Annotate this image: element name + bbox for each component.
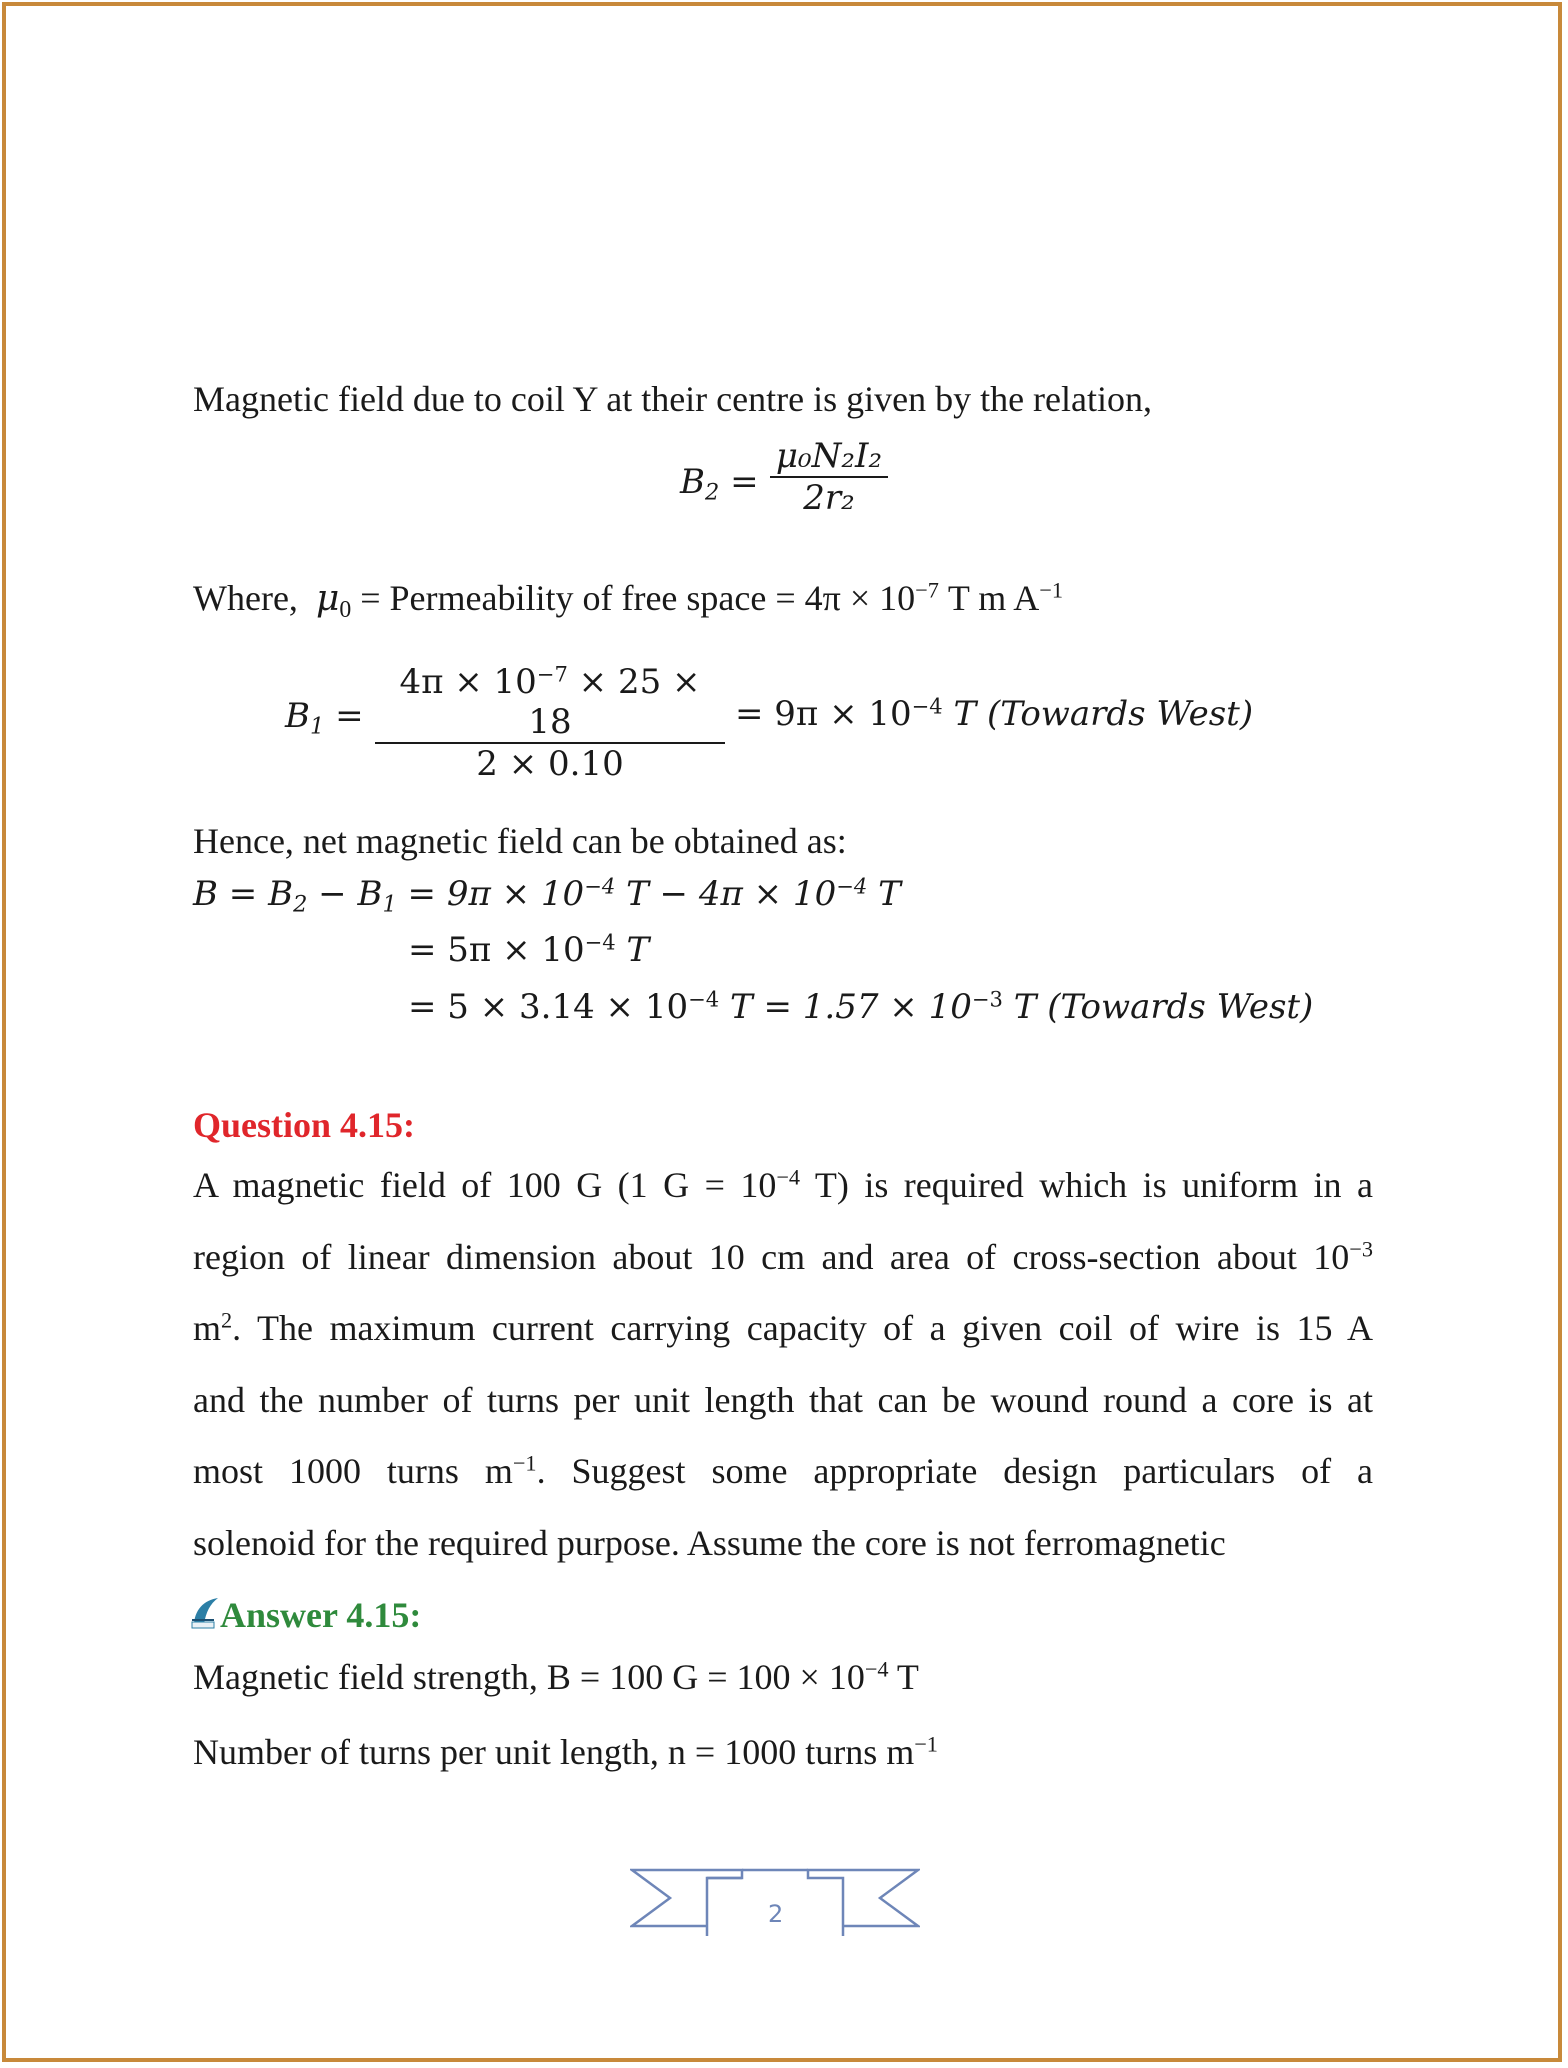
b1-numerator: $4\pi \times 10^{-7} \times 25 \times 18$ [399, 661, 701, 742]
where-line: Where, $\mu_0$ = Permeability of free space = $4\pi \times 10^{-7}$ T m $A^{-1}$ [193, 577, 1063, 624]
answer-line-1: Magnetic field strength, B = 100 $G = 100 \times 10^{-4}$ T [193, 1656, 919, 1697]
net-line-1: $B = B_2 - B_1 = 9\pi \times 10^{-4}$ $T - 4\pi \times 10^{-4}$ T [193, 873, 901, 918]
page-number: 2 [768, 1900, 784, 1928]
b2-fraction [770, 436, 888, 518]
net-heading: Hence, net magnetic field can be obtained as: [193, 821, 847, 861]
b2-lhs: $B_2$ = [680, 462, 759, 506]
b2-numerator: μ₀N₂I₂ [775, 436, 883, 476]
question-title: Question 4.15: [193, 1105, 416, 1145]
answer-title: Answer 4.15: [220, 1595, 422, 1635]
b2-denominator: 2r₂ [803, 478, 855, 518]
question-line-3: $m^2$. The maximum current carrying capacity of a given coil of wire is 15 A [193, 1307, 1373, 1348]
answer-logo-icon [190, 1596, 220, 1635]
intro-line: Magnetic field due to coil Y at their centre is given by the relation, [193, 379, 1153, 419]
b1-result: = $9\pi \times 10^{-4}$ T (Towards West) [735, 693, 1254, 734]
question-line-1: A magnetic field of 100 G (1 $G = 10^{-4}$ T) is required which is uniform in a [193, 1164, 1373, 1205]
net-line-3: = $5 \times 3.14 \times 10^{-4}$ $T = 1.57 \times 10^{-3}$ T (Towards West) [408, 986, 1314, 1027]
answer-line-2: Number of turns per unit length, n = 1000 turns $m^{-1}$ [193, 1731, 938, 1772]
b1-denominator: 2 × 0.10 [476, 744, 624, 784]
b1-fraction [375, 662, 725, 784]
b1-lhs: $B_1$ = [285, 696, 364, 740]
question-line-6: solenoid for the required purpose. Assume the core is not ferromagnetic [193, 1523, 1226, 1563]
net-line-2: = $5\pi \times 10^{-4}$ T [408, 929, 650, 970]
question-line-5: most 1000 turns $m^{-1}$. Suggest some appropriate design particulars of a [193, 1450, 1373, 1491]
question-line-4: and the number of turns per unit length that can be wound round a core is at [193, 1380, 1373, 1420]
question-line-2: region of linear dimension about 10 cm and area of cross-section about $10^{-3}$ [193, 1236, 1373, 1277]
